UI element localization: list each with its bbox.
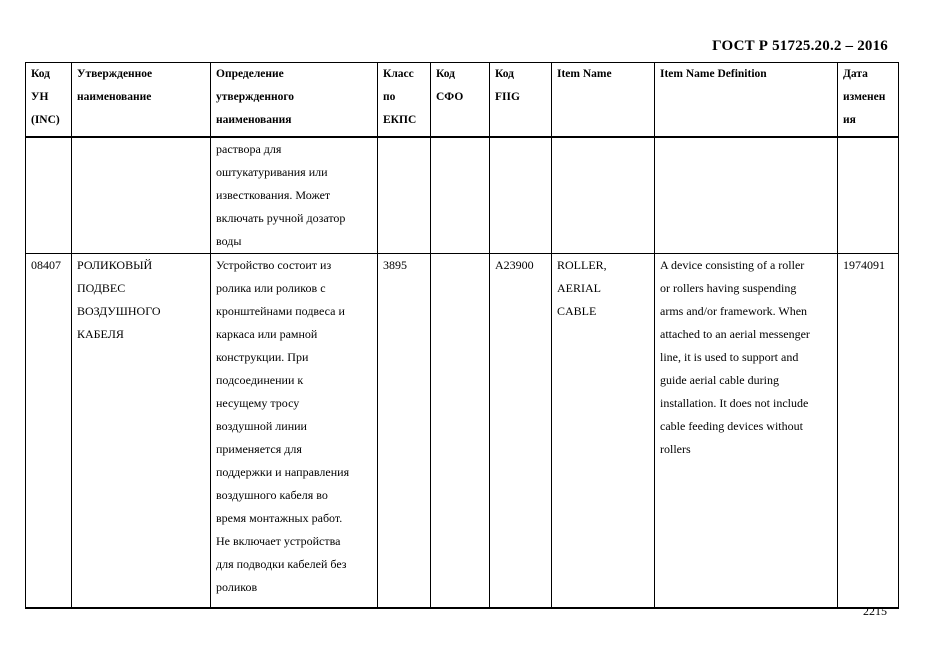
cell-item-name-definition bbox=[655, 137, 838, 254]
header-item-name: Item Name bbox=[552, 63, 655, 137]
cell-approved-name bbox=[72, 137, 211, 254]
cell-change-date bbox=[838, 137, 899, 254]
table-row bbox=[26, 137, 899, 254]
cell-definition: Устройство состоит из ролика или роликов с кронштейнами подвеса и каркаса или рамной конструкции. При подсоединении к несущему тросу воздушной линии применяется для поддержки и направления воздушного кабеля во время монтажных работ. Не включает устройства для подводки кабелей без роликов bbox=[211, 253, 378, 608]
header-class-ekps: Класс по ЕКПС bbox=[378, 63, 431, 137]
cell-approved-name: РОЛИКОВЫЙ ПОДВЕС ВОЗДУШНОГО КАБЕЛЯ bbox=[72, 253, 211, 608]
cell-item-name bbox=[552, 137, 655, 254]
cell-item-name: ROLLER, AERIAL CABLE bbox=[552, 253, 655, 608]
cell-definition: раствора для оштукатуривания или известкования. Может включать ручной дозатор воды bbox=[211, 137, 378, 254]
header-code-sfo: Код СФО bbox=[431, 63, 490, 137]
cell-class-ekps: 3895 bbox=[378, 253, 431, 608]
cell-code-sfo bbox=[431, 137, 490, 254]
catalog-table bbox=[25, 62, 899, 609]
header-approved-name: Утвержденное наименование bbox=[72, 63, 211, 137]
cell-inc: 08407 bbox=[26, 253, 72, 608]
cell-code-fiig: A23900 bbox=[490, 253, 552, 608]
cell-change-date: 1974091 bbox=[838, 253, 899, 608]
page-number: 2215 bbox=[863, 604, 887, 618]
header-code-fiig: Код FIIG bbox=[490, 63, 552, 137]
header-item-name-definition: Item Name Definition bbox=[655, 63, 838, 137]
cell-code-sfo bbox=[431, 253, 490, 608]
header-change-date: Дата изменен ия bbox=[838, 63, 899, 137]
header-definition: Определение утвержденного наименования bbox=[211, 63, 378, 137]
table-row bbox=[26, 253, 899, 608]
document-code: ГОСТ Р 51725.20.2 – 2016 bbox=[712, 38, 888, 54]
cell-inc bbox=[26, 137, 72, 254]
cell-item-name-definition: A device consisting of a roller or rollers having suspending arms and/or framework. When attached to an aerial messenger line, it is used to support and guide aerial cable during installation. It does not include cable feeding devices without rollers bbox=[655, 253, 838, 608]
header-inc: Код УН (INC) bbox=[26, 63, 72, 137]
table-header-row bbox=[26, 63, 899, 137]
cell-code-fiig bbox=[490, 137, 552, 254]
cell-class-ekps bbox=[378, 137, 431, 254]
